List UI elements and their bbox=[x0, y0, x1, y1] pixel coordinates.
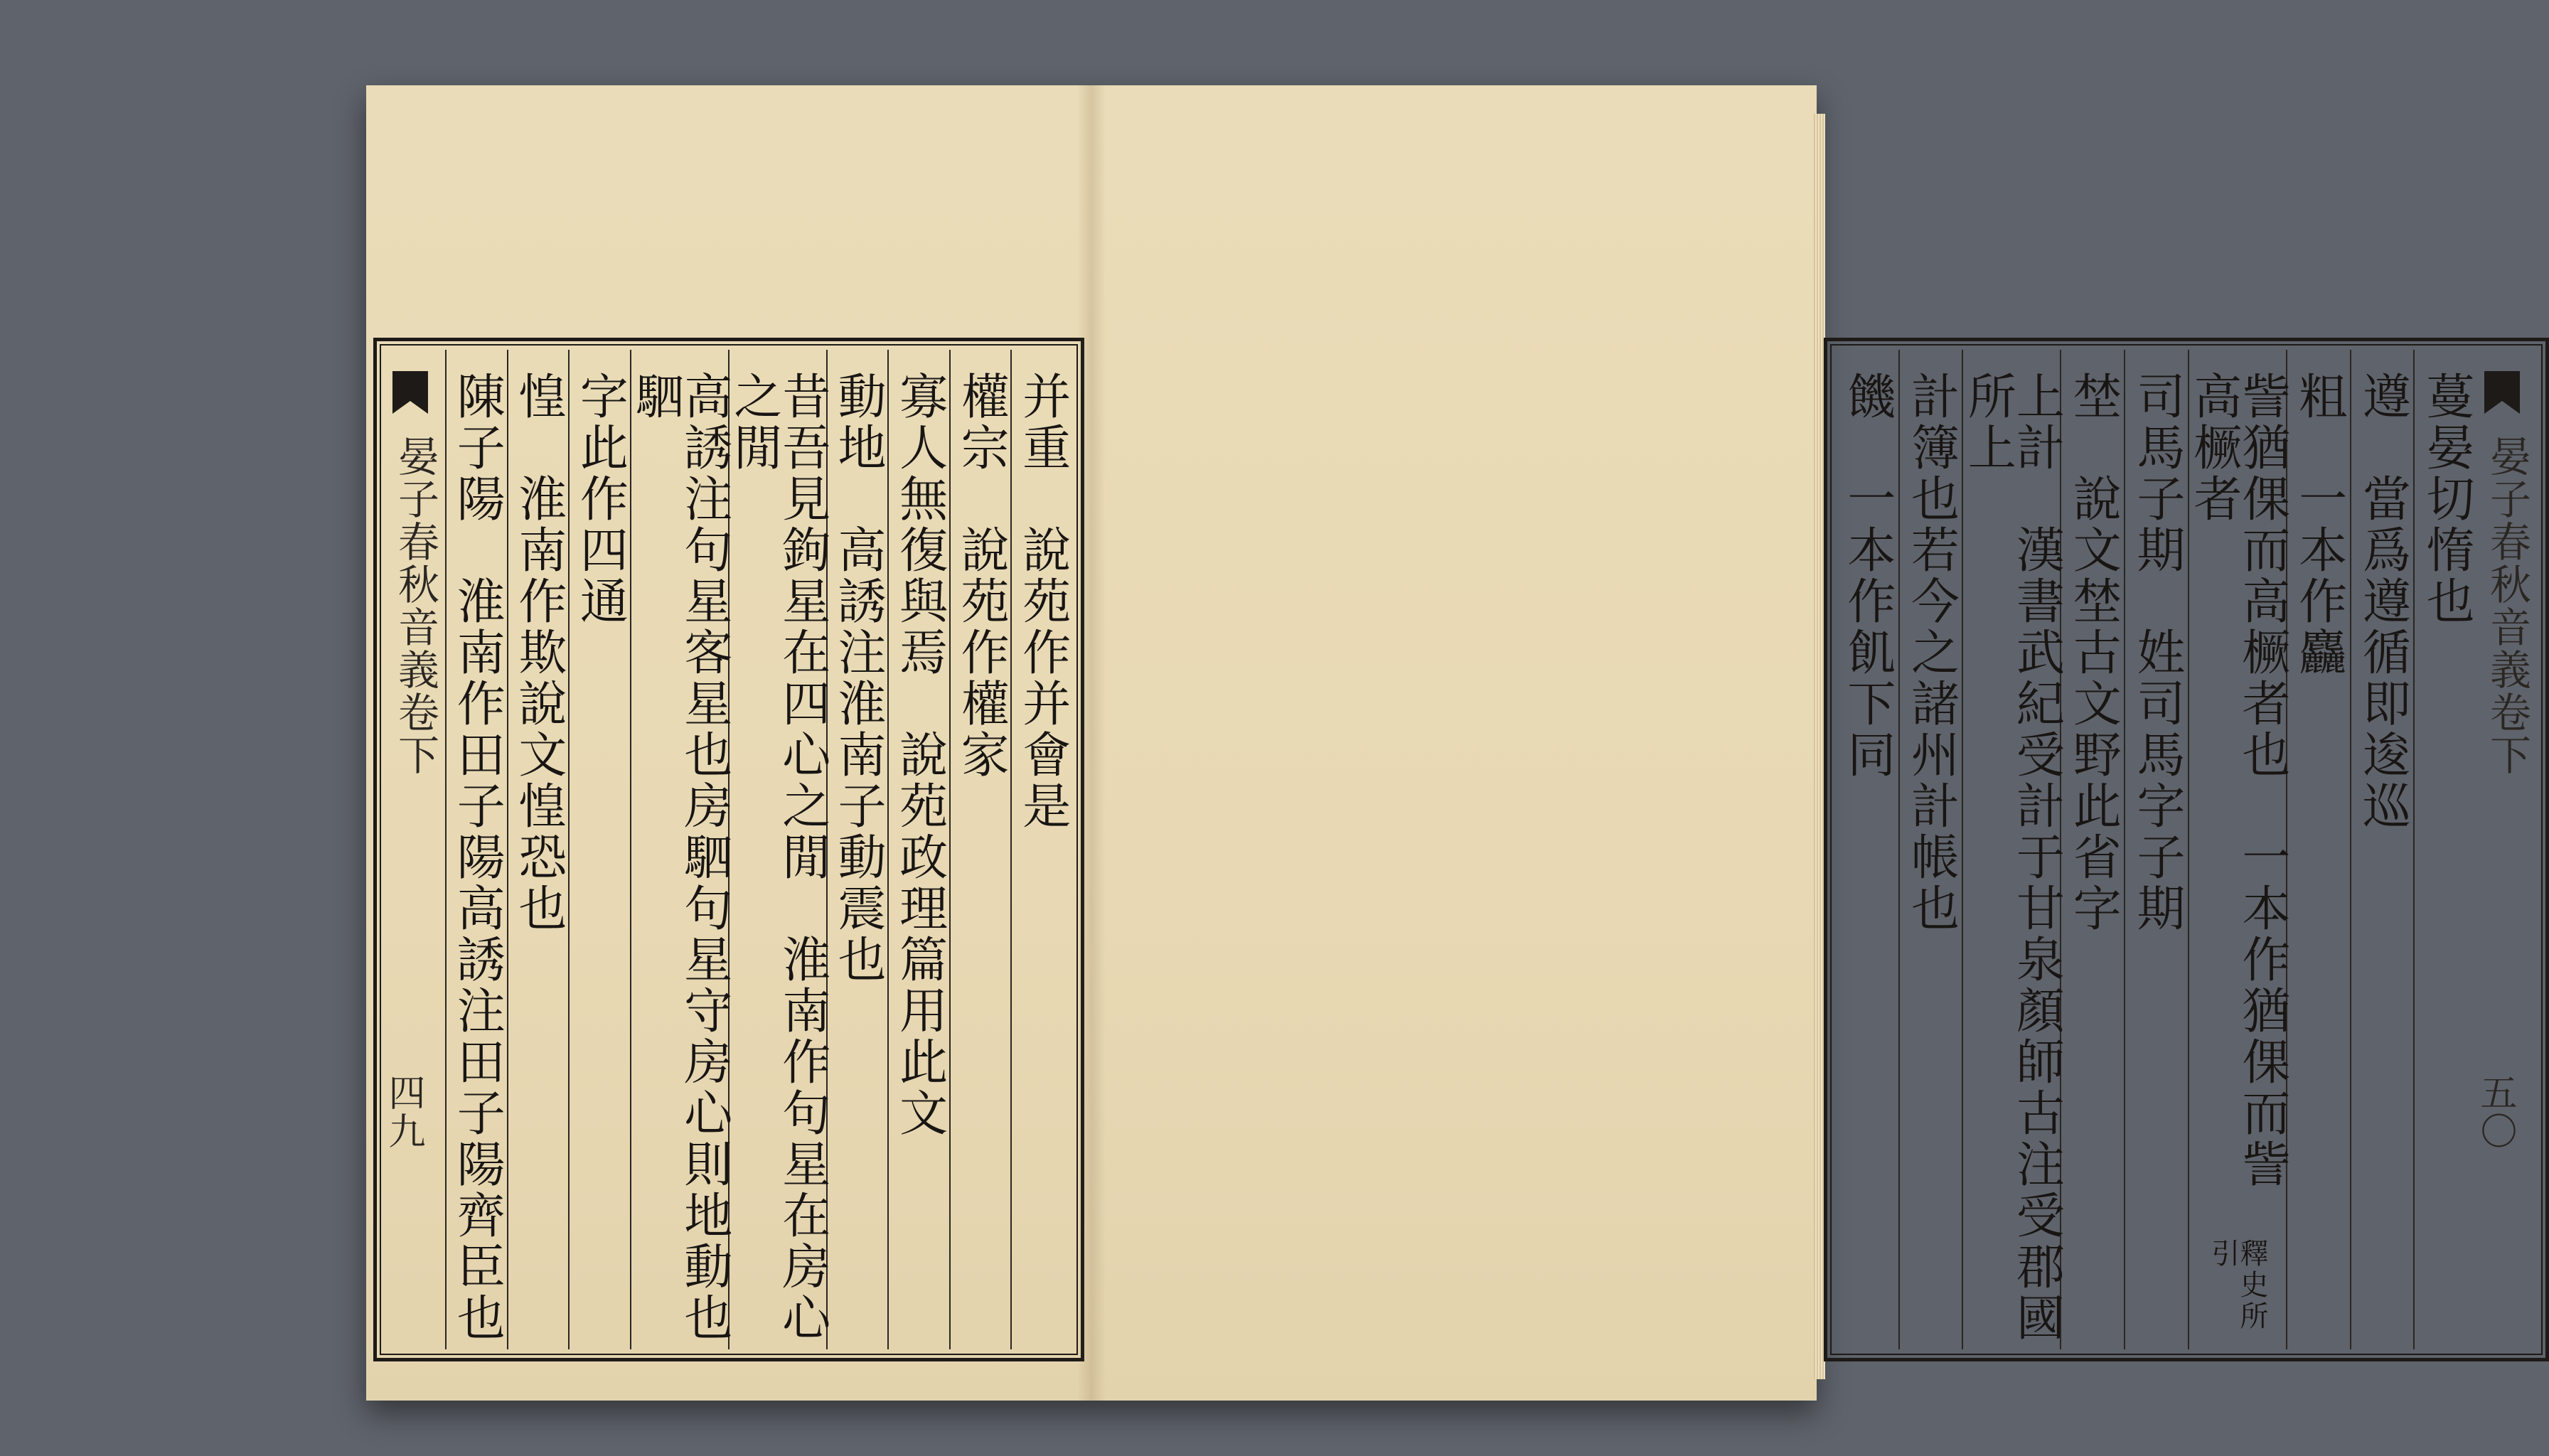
text-column: 權宗 說苑作權家 bbox=[949, 350, 1011, 1349]
text-column-main: 訾猶倮而高橛者也 一本作猶倮而訾高橛者 bbox=[2185, 371, 2290, 1190]
text-column bbox=[2185, 350, 2290, 1349]
right-page bbox=[1091, 85, 2531, 1401]
small-annotation: 釋史所引 bbox=[2206, 1238, 2268, 1332]
text-column: 陳子陽 淮南作田子陽高誘注田子陽齊臣也 bbox=[445, 350, 507, 1349]
text-column: 司馬子期 姓司馬字子期 bbox=[2124, 350, 2188, 1349]
right-page-columns bbox=[1836, 350, 2537, 1349]
banxin-title bbox=[2474, 350, 2537, 1349]
text-column: 遵 當爲遵循即逡巡 bbox=[2350, 350, 2414, 1349]
text-column: 動地 高誘注淮南子動震也 bbox=[826, 350, 888, 1349]
banxin-title-text: 晏子春秋音義卷下 bbox=[390, 435, 439, 776]
text-column: 并重 說苑作并會是 bbox=[1010, 350, 1072, 1349]
fish-tail-mark bbox=[2484, 371, 2520, 414]
text-column: 寡人無復與焉 說苑政理篇用此文 bbox=[887, 350, 949, 1349]
banxin-title-text: 晏子春秋音義卷下 bbox=[2483, 435, 2531, 776]
fish-tail-mark bbox=[392, 371, 428, 414]
banxin-title bbox=[381, 350, 445, 1349]
text-column: 計簿也若今之諸州計帳也 bbox=[1898, 350, 1962, 1349]
open-book bbox=[366, 85, 2531, 1401]
text-column: 埜 說文埜古文野此省字 bbox=[2060, 350, 2124, 1349]
left-page-frame bbox=[373, 338, 1084, 1361]
text-column: 字此作四通 bbox=[568, 350, 630, 1349]
gutter-shadow bbox=[1077, 85, 1106, 1401]
right-page-frame bbox=[1824, 338, 2549, 1361]
text-column: 高誘注句星客星也房駟句星守房心則地動也駟 bbox=[630, 350, 728, 1349]
left-page-columns bbox=[381, 350, 1072, 1349]
folio-number: 四九 bbox=[381, 1074, 424, 1150]
text-column: 昔吾見鉤星在四心之閒 淮南作句星在房心之閒 bbox=[728, 350, 826, 1349]
left-page bbox=[366, 85, 1093, 1401]
text-column: 惶 淮南作欺說文惶恐也 bbox=[507, 350, 569, 1349]
folio-number: 五〇 bbox=[2474, 1074, 2516, 1150]
text-column: 上計 漢書武紀受計于甘泉顏師古注受郡國所上 bbox=[1962, 350, 2060, 1349]
text-column: 蔓晏切惰也 bbox=[2413, 350, 2477, 1349]
text-column: 饑 一本作飢下同 bbox=[1839, 371, 1896, 781]
text-column: 粗 一本作麤 bbox=[2286, 350, 2350, 1349]
